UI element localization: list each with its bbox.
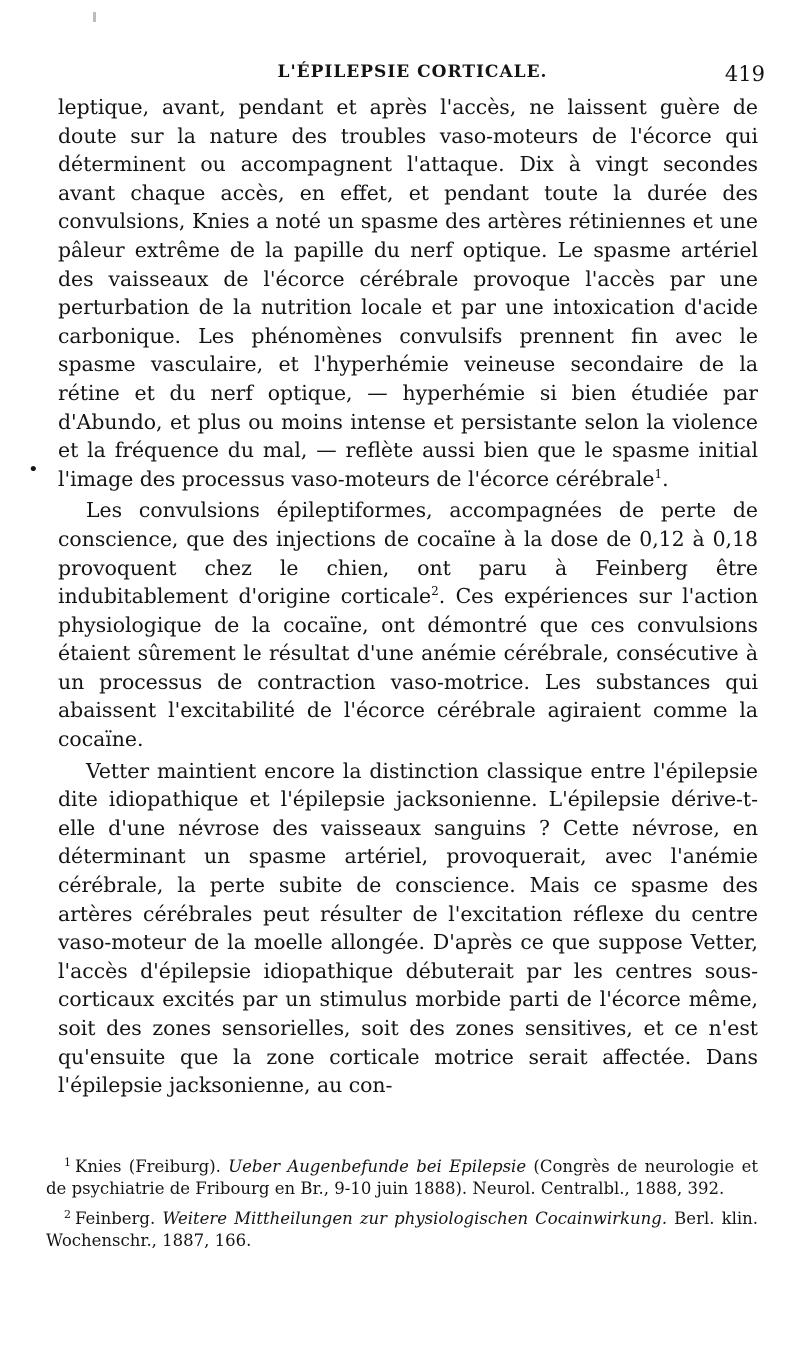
page-number: 419 xyxy=(724,62,765,86)
paragraph-2-text: Les convulsions épileptiformes, accompagnées de perte de conscience, que des injections de cocaïne à la dose de 0,12 à 0,18 provoquent chez le chien, ont paru à Feinberg être indubitablement d'origine corticale xyxy=(58,498,758,609)
footnote-1-marker: 1 xyxy=(64,1155,71,1169)
paragraph-2-end: . Ces expériences sur l'action physiologique de la cocaïne, ont démontré que ces convulsions étaient sûrement le résultat d'une anémie cérébrale, consécutive à un processus de contraction vaso-motrice. Les substances qui abaissent l'excitabilité de l'écorce cérébrale agiraient comme la cocaïne. xyxy=(58,584,758,752)
paragraph-3 xyxy=(58,757,758,1100)
footnote-2-marker: 2 xyxy=(64,1207,71,1221)
footnotes xyxy=(46,1156,758,1252)
footnote-1-author: Knies (Freiburg). xyxy=(75,1157,229,1176)
footnote-2-source: Berl. klin. Wochenschr., 1887, 166. xyxy=(46,1209,758,1250)
main-text xyxy=(58,93,758,1100)
footnote-1-source: (Congrès de neurologie et de psychiatrie de Fribourg en Br., 9-10 juin 1888). Neurol. Centralbl., 1888, 392. xyxy=(46,1157,758,1198)
paragraph-1-end: . xyxy=(662,466,669,491)
paragraph-1 xyxy=(58,93,758,493)
page-header xyxy=(60,62,765,92)
footnote-1 xyxy=(46,1156,758,1200)
footnote-2-author: Feinberg. xyxy=(75,1209,163,1228)
footnote-2-title: Weitere Mittheilungen zur physiologischen Cocainwirkung. xyxy=(162,1209,668,1228)
footnote-1-title: Ueber Augenbefunde bei Epilepsie xyxy=(228,1157,527,1176)
footnote-2 xyxy=(46,1208,758,1252)
paragraph-1-text: leptique, avant, pendant et après l'accès, ne laissent guère de doute sur la nature des troubles vaso-moteurs de l'écorce qui déterminent ou accompagnent l'attaque. Dix à vingt secondes avant chaque accès, en effet, et pendant toute la durée des convulsions, Knies a noté un spasme des artères rétiniennes et une pâleur extrême de la papille du nerf optique. Le spasme artériel des vaisseaux de l'écorce cérébrale provoque l'accès par une perturbation de la nutrition locale et par une intoxication d'acide carbonique. Les phénomènes convulsifs prennent fin avec le spasme vasculaire, et l'hyperhémie veineuse secondaire de la rétine et du nerf optique, — hyperhémie si bien étudiée par d'Abundo, et plus ou moins intense et persistante selon la violence et la fréquence du mal, — reflète aussi bien que le spasme initial l'image des processus vaso-moteurs de l'écorce cérébrale xyxy=(58,95,758,491)
footnote-ref-2[interactable]: 2 xyxy=(431,584,439,599)
margin-bullet-mark: • xyxy=(28,459,39,480)
scan-artifact xyxy=(93,12,96,22)
paragraph-2 xyxy=(58,496,758,753)
running-title: L'ÉPILEPSIE CORTICALE. xyxy=(277,62,548,82)
paragraph-3-text: Vetter maintient encore la distinction classique entre l'épilepsie dite idiopathique et l'épilepsie jacksonienne. L'épilepsie dérive-t-elle d'une névrose des vaisseaux sanguins ? Cette névrose, en déterminant un spasme artériel, provoquerait, avec l'anémie cérébrale, la perte subite de conscience. Mais ce spasme des artères cérébrales peut résulter de l'excitation réflexe du centre vaso-moteur de la moelle allongée. D'après ce que suppose Vetter, l'accès d'épilepsie idiopathique débuterait par les centres sous-corticaux excités par un stimulus morbide parti de l'écorce même, soit des zones sensorielles, soit des zones sensitives, et ce n'est qu'ensuite que la zone corticale motrice serait affectée. Dans l'épilepsie jacksonienne, au con- xyxy=(58,758,758,1098)
footnote-ref-1[interactable]: 1 xyxy=(654,466,663,481)
